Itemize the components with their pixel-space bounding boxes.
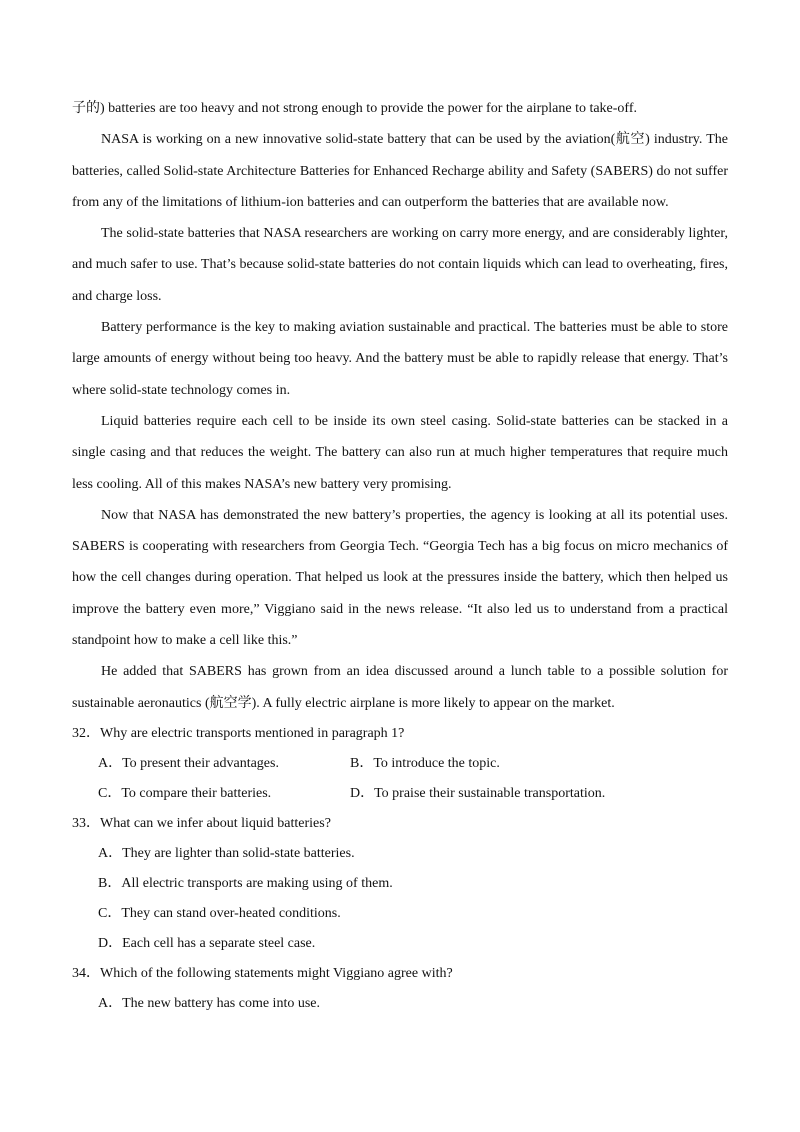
answer-option-d: D．To praise their sustainable transportation. (350, 785, 606, 801)
passage-paragraph: He added that SABERS has grown from an idea discussed around a lunch table to a possible solution for sustainable aeronautics (航空学). A fully electric airplane is more likely to appear on the market. (72, 664, 728, 711)
question-stem: 34．Which of the following statements might Viggiano agree with? (72, 965, 453, 981)
answer-options (72, 749, 728, 809)
answer-option-b: B．All electric transports are making using of them. (98, 875, 393, 891)
answer-option-c: C．To compare their batteries. (98, 785, 272, 801)
answer-option-c: C．They can stand over-heated conditions. (98, 905, 341, 921)
question-stem: 32．Why are electric transports mentioned in paragraph 1? (72, 725, 405, 741)
question-32 (72, 719, 728, 809)
question-33 (72, 809, 728, 959)
answer-option-a: A．To present their advantages. (98, 755, 279, 771)
question-stem: 33．What can we infer about liquid batteries? (72, 815, 331, 831)
passage-paragraph: The solid-state batteries that NASA researchers are working on carry more energy, and are considerably lighter, and much safer to use. That’s because solid-state batteries do not contain liquids which can lead to overheating, fires, and charge loss. (72, 226, 728, 304)
answer-option-d: D．Each cell has a separate steel case. (98, 935, 316, 951)
passage-paragraph: Liquid batteries require each cell to be inside its own steel casing. Solid-state batteries can be stacked in a single casing and that reduces the weight. The battery can also run at much higher temperatures that require much less cooling. All of this makes NASA’s new battery very promising. (72, 413, 728, 492)
passage-paragraph: NASA is working on a new innovative solid-state battery that can be used by the aviation(航空) industry. The batteries, called Solid-state Architecture Batteries for Enhanced Recharge ability and Safety (SABERS) do not suffer from any of the limitations of lithium-ion batteries and can outperform the batteries that are available now. (72, 132, 728, 210)
passage-paragraph-continued: 子的) batteries are too heavy and not strong enough to provide the power for the airplane to take-off. (72, 101, 638, 116)
question-34 (72, 959, 728, 1019)
passage-paragraph: Battery performance is the key to making aviation sustainable and practical. The batteries must be able to store large amounts of energy without being too heavy. And the battery must be able to rapidly release that energy. That’s where solid-state technology comes in. (72, 320, 728, 398)
answer-option-a: A．The new battery has come into use. (98, 995, 320, 1011)
passage-paragraph: Now that NASA has demonstrated the new battery’s properties, the agency is looking at all its potential uses. SABERS is cooperating with researchers from Georgia Tech. “Georgia Tech has a big focus on micro mechanics of how the cell changes during operation. That helped us look at the pressures inside the battery, which then helped us improve the battery even more,” Viggiano said in the news release. “It also led us to understand from a practical standpoint how to make a cell like this.” (72, 507, 728, 649)
page-content (72, 93, 728, 1019)
answer-option-b: B．To introduce the topic. (350, 755, 500, 771)
answer-option-a: A．They are lighter than solid-state batteries. (98, 845, 355, 861)
